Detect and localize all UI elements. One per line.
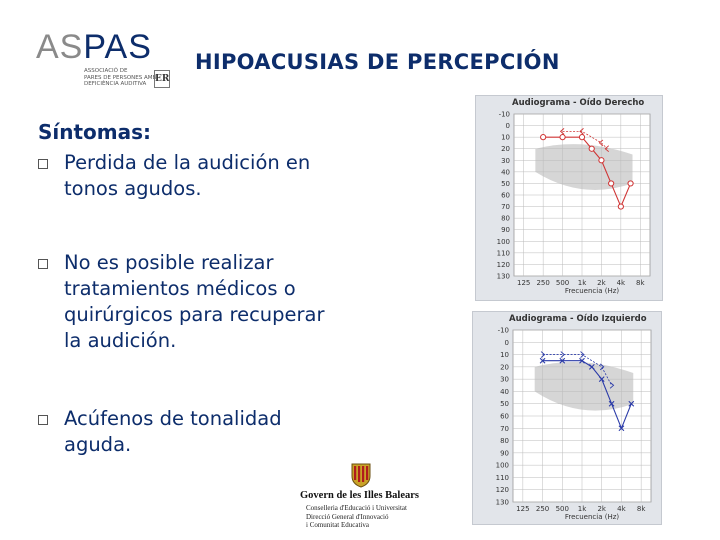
data-point — [599, 158, 604, 163]
data-point — [541, 135, 546, 140]
x-tick-label: 8k — [636, 505, 646, 513]
y-tick-label: 30 — [500, 375, 509, 384]
x-tick-label: 125 — [517, 279, 531, 287]
data-point — [589, 146, 594, 151]
y-tick-label: 120 — [496, 260, 510, 269]
y-tick-label: 0 — [505, 122, 510, 131]
y-tick-label: 100 — [495, 461, 509, 470]
y-tick-label: 0 — [504, 338, 509, 347]
y-tick-label: 20 — [501, 145, 510, 154]
x-tick-label: 1k — [577, 279, 587, 287]
y-tick-label: 40 — [500, 387, 509, 396]
x-tick-label: 8k — [636, 279, 645, 287]
coat-of-arms-icon — [348, 462, 374, 488]
y-tick-label: 70 — [500, 424, 509, 433]
bullet-square-icon — [38, 159, 48, 169]
y-tick-label: 30 — [501, 156, 510, 165]
data-point — [560, 135, 565, 140]
y-tick-label: -10 — [497, 326, 509, 335]
data-point — [618, 204, 623, 209]
y-tick-label: 120 — [495, 486, 509, 495]
y-tick-label: 80 — [501, 214, 510, 223]
y-tick-label: 110 — [496, 249, 510, 258]
audiogram-left-chart — [473, 312, 661, 524]
y-tick-label: 130 — [496, 272, 510, 281]
y-tick-label: -10 — [498, 110, 510, 119]
y-tick-label: 40 — [501, 168, 510, 177]
y-tick-label: 110 — [495, 473, 509, 482]
data-point — [628, 181, 633, 186]
logo-wordmark: ASPAS — [36, 28, 152, 66]
data-point — [579, 135, 584, 140]
x-tick-label: 500 — [555, 279, 570, 287]
y-tick-label: 60 — [501, 191, 510, 200]
audiogram-left-panel — [472, 311, 662, 525]
x-tick-label: 500 — [555, 505, 569, 513]
y-tick-label: 20 — [500, 363, 509, 372]
y-tick-label: 10 — [500, 351, 509, 360]
quality-seal-icon: ER — [154, 70, 170, 88]
x-tick-label: 250 — [535, 505, 550, 513]
data-point — [609, 181, 614, 186]
y-tick-label: 10 — [501, 133, 510, 142]
government-name: Govern de les Illes Balears — [300, 490, 419, 501]
symptom-text: Acúfenos de tonalidad aguda. — [64, 407, 282, 456]
x-axis-label: Frecuencia (Hz) — [564, 287, 620, 295]
symptom-text: No es posible realizar tratamientos médicos o quirúrgicos para recuperar la audición. — [64, 251, 325, 352]
audiogram-right-panel — [475, 95, 663, 301]
chart-title: Audiograma - Oído Derecho — [512, 98, 645, 108]
x-tick-label: 4k — [617, 505, 626, 513]
y-tick-label: 50 — [501, 179, 510, 188]
x-tick-label: 4k — [616, 279, 626, 287]
y-tick-label: 50 — [500, 400, 509, 409]
aspas-logo — [36, 28, 176, 96]
x-tick-label: 2k — [597, 505, 606, 513]
page-title: HIPOACUSIAS DE PERCEPCIÓN — [195, 50, 560, 74]
government-department: Conselleria d'Educació i Universitat Direcció General d'Innovació i Comunitat Educativa — [306, 504, 407, 529]
x-tick-label: 2k — [597, 279, 606, 287]
bullet-square-icon — [38, 415, 48, 425]
government-logo — [300, 462, 440, 540]
x-tick-label: 250 — [536, 279, 550, 287]
audiogram-right-chart — [476, 96, 662, 300]
y-tick-label: 60 — [500, 412, 509, 421]
bullet-square-icon — [38, 259, 48, 269]
x-axis-label: Frecuencia (Hz) — [564, 513, 620, 521]
y-tick-label: 90 — [500, 449, 509, 458]
y-tick-label: 80 — [500, 437, 509, 446]
y-tick-label: 90 — [501, 226, 510, 235]
x-tick-label: 125 — [516, 505, 530, 513]
logo-subtitle: ASSOCIACIÓ DE PARES DE PERSONES AMB DEFICIÈNCIA AUDITIVA — [84, 68, 157, 87]
y-tick-label: 130 — [495, 498, 509, 507]
x-tick-label: 1k — [577, 505, 587, 513]
symptoms-heading: Síntomas: — [38, 120, 152, 144]
y-tick-label: 70 — [501, 203, 510, 212]
chart-title: Audiograma - Oído Izquierdo — [509, 314, 647, 324]
symptom-text: Perdida de la audición en tonos agudos. — [64, 151, 311, 200]
y-tick-label: 100 — [496, 237, 510, 246]
